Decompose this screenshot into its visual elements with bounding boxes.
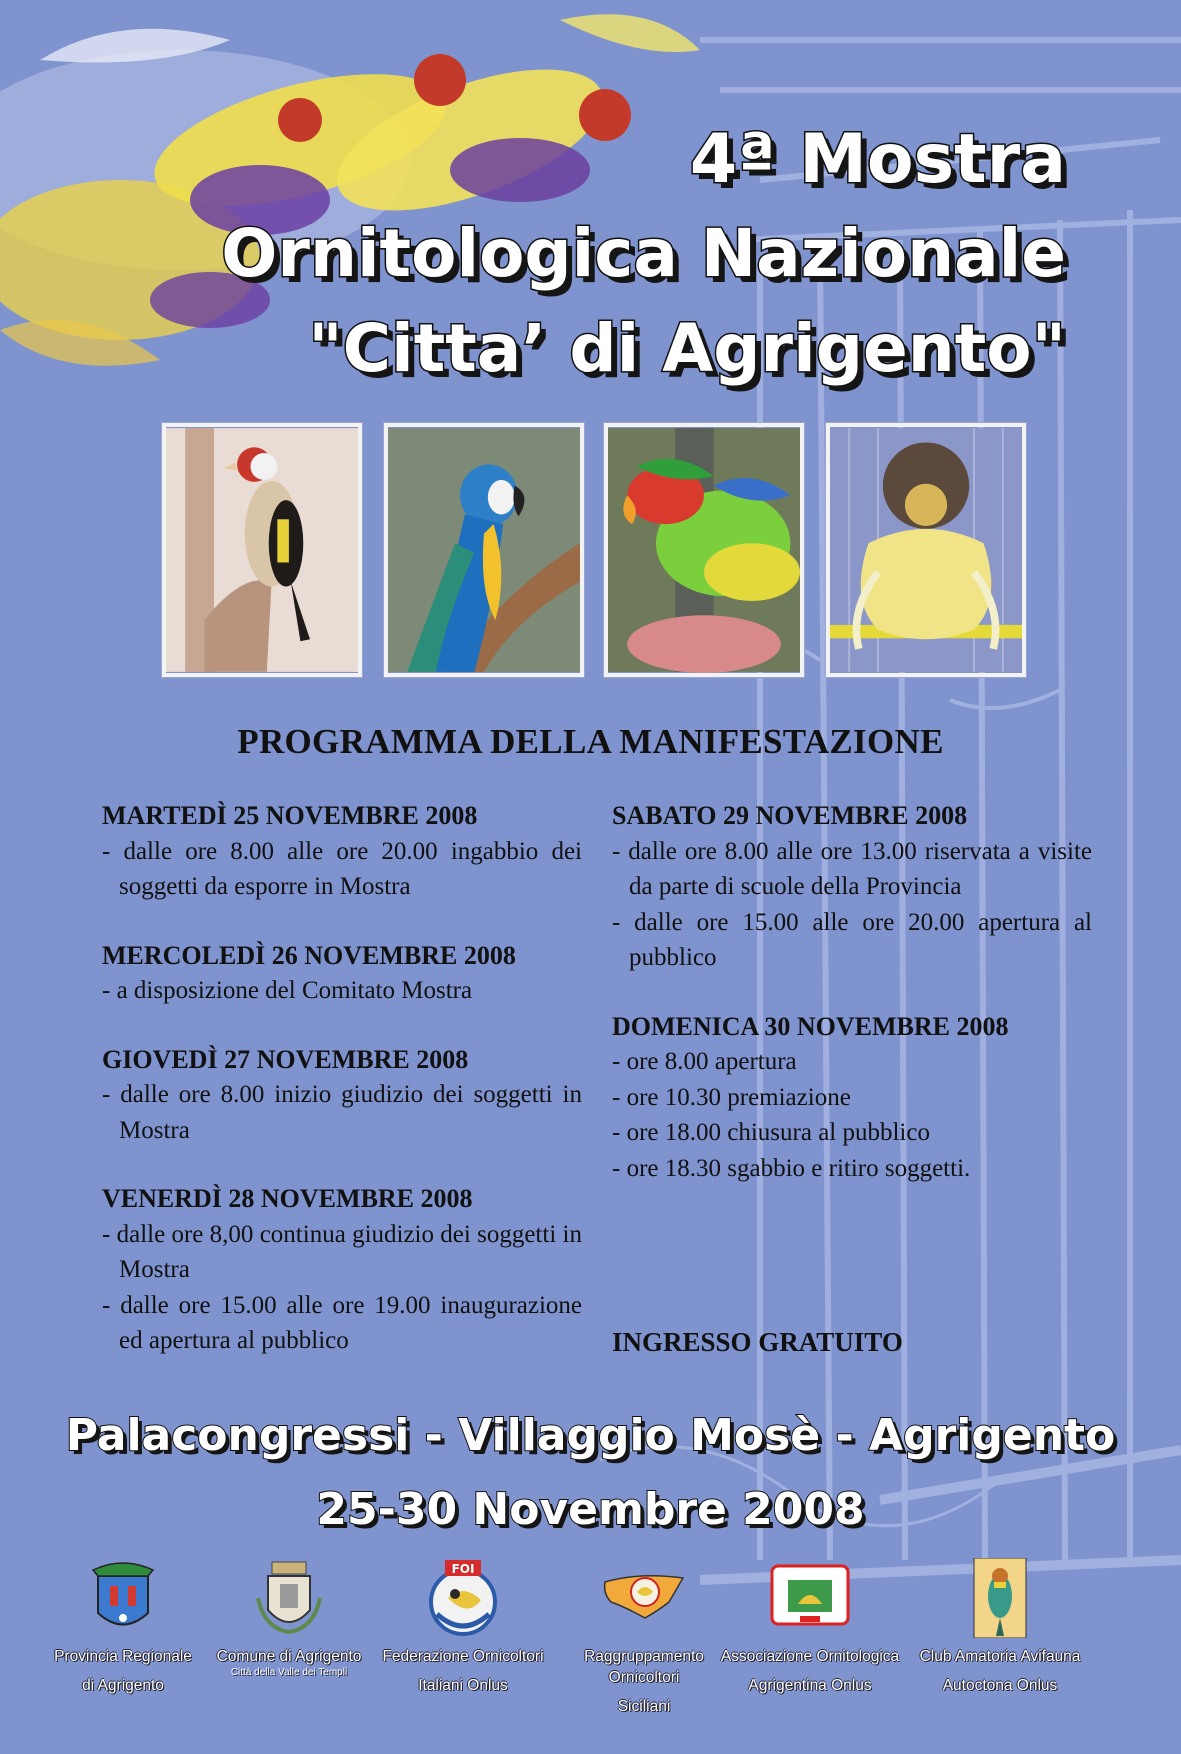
lory-photo bbox=[604, 423, 804, 677]
svg-text:FOI: FOI bbox=[451, 1562, 475, 1576]
admission-note: INGRESSO GRATUITO bbox=[612, 1327, 903, 1357]
sponsor-subtitle: Città della Valle dei Templi bbox=[230, 1667, 348, 1678]
day-heading: GIOVEDÌ 27 NOVEMBRE 2008 bbox=[102, 1044, 469, 1074]
title-line-3: "Citta’ di Agrigento" bbox=[308, 310, 1066, 387]
sponsor-foi bbox=[373, 1558, 553, 1696]
schedule-item: - dalle ore 15.00 alle ore 20.00 apertura al pubblico bbox=[612, 908, 1092, 971]
venue-location: Palacongressi - Villaggio Mosè - Agrigento bbox=[65, 1410, 1116, 1461]
title-line-2: Ornitologica Nazionale bbox=[221, 215, 1066, 292]
sponsor-name: Provincia Regionale bbox=[54, 1648, 192, 1665]
goldfinch-photo bbox=[162, 423, 362, 677]
sponsor-raggruppamento bbox=[554, 1558, 734, 1717]
bee-eater-logo-icon bbox=[970, 1558, 1030, 1638]
title-line-1: 4ª Mostra bbox=[689, 120, 1066, 199]
sponsor-comune bbox=[199, 1558, 379, 1678]
programme-day bbox=[612, 798, 1092, 976]
sponsor-name-2: di Agrigento bbox=[82, 1677, 164, 1694]
macaw-icon bbox=[388, 427, 580, 673]
schedule-item: - dalle ore 8.00 alle ore 13.00 riservata a visite da parte di scuole della Provincia bbox=[612, 837, 1092, 900]
programme-day bbox=[102, 938, 582, 1009]
schedule-item: - ore 18.00 chiusura al pubblico bbox=[612, 1119, 930, 1146]
programme-day bbox=[102, 1181, 582, 1359]
programme-day bbox=[102, 798, 582, 905]
sponsor-name-2: Agrigentina Onlus bbox=[748, 1677, 872, 1694]
programme-left-column bbox=[102, 798, 582, 1392]
programme-heading: PROGRAMMA DELLA MANIFESTAZIONE bbox=[237, 722, 944, 761]
sponsor-name-2: Italiani Onlus bbox=[418, 1677, 508, 1694]
day-heading: MARTEDÌ 25 NOVEMBRE 2008 bbox=[102, 801, 478, 830]
sponsor-name: Club Amatoria Avifauna bbox=[919, 1648, 1081, 1665]
day-heading: VENERDÌ 28 NOVEMBRE 2008 bbox=[102, 1184, 473, 1213]
schedule-item: - ore 8.00 apertura bbox=[612, 1048, 797, 1075]
schedule-item: - dalle ore 8.00 inizio giudizio dei soggetti in Mostra bbox=[102, 1081, 582, 1144]
frilled-canary-photo bbox=[826, 423, 1026, 677]
aoa-logo-icon bbox=[770, 1558, 850, 1638]
sponsor-name: Federazione Ornicoltori bbox=[382, 1648, 544, 1665]
sponsor-name: Comune di Agrigento bbox=[216, 1648, 362, 1665]
sponsor-provincia bbox=[33, 1558, 213, 1696]
lory-icon bbox=[608, 427, 800, 673]
macaw-photo bbox=[384, 423, 584, 677]
programme-right-column bbox=[612, 798, 1092, 1219]
foi-logo-icon bbox=[423, 1558, 503, 1638]
schedule-item: - a disposizione del Comitato Mostra bbox=[102, 977, 473, 1004]
goldfinch-icon bbox=[166, 427, 358, 673]
sponsor-name: Associazione Ornitologica bbox=[720, 1648, 900, 1665]
venue-dates: 25-30 Novembre 2008 bbox=[316, 1484, 865, 1535]
sponsor-aoa bbox=[720, 1558, 900, 1696]
schedule-item: - ore 10.30 premiazione bbox=[612, 1083, 851, 1111]
schedule-item: - dalle ore 15.00 alle ore 19.00 inaugurazione ed apertura al pubblico bbox=[102, 1291, 582, 1354]
sponsor-name-2: Autoctona Onlus bbox=[942, 1677, 1058, 1694]
day-heading: DOMENICA 30 NOVEMBRE 2008 bbox=[612, 1011, 1009, 1041]
day-heading: MERCOLEDÌ 26 NOVEMBRE 2008 bbox=[102, 940, 516, 970]
schedule-item: - dalle ore 8,00 continua giudizio dei soggetti in Mostra bbox=[102, 1220, 582, 1283]
comune-crest-icon bbox=[254, 1558, 324, 1638]
programme-day bbox=[612, 1009, 1092, 1187]
sponsor-logos bbox=[50, 1558, 1130, 1748]
sicily-map-logo-icon bbox=[599, 1558, 689, 1638]
schedule-item: - dalle ore 8.00 alle ore 20.00 ingabbio dei soggetti da esporre in Mostra bbox=[102, 837, 582, 900]
day-heading: SABATO 29 NOVEMBRE 2008 bbox=[612, 801, 968, 830]
programme-day bbox=[102, 1042, 582, 1149]
sponsor-name: Raggruppamento Ornicoltori bbox=[584, 1648, 704, 1686]
sponsor-club-avifauna bbox=[910, 1558, 1090, 1696]
sponsor-name-2: Siciliani bbox=[617, 1698, 671, 1715]
frilled-canary-icon bbox=[830, 427, 1022, 673]
schedule-item: - ore 18.30 sgabbio e ritiro soggetti. bbox=[612, 1154, 971, 1182]
provincia-crest-icon bbox=[88, 1558, 158, 1638]
